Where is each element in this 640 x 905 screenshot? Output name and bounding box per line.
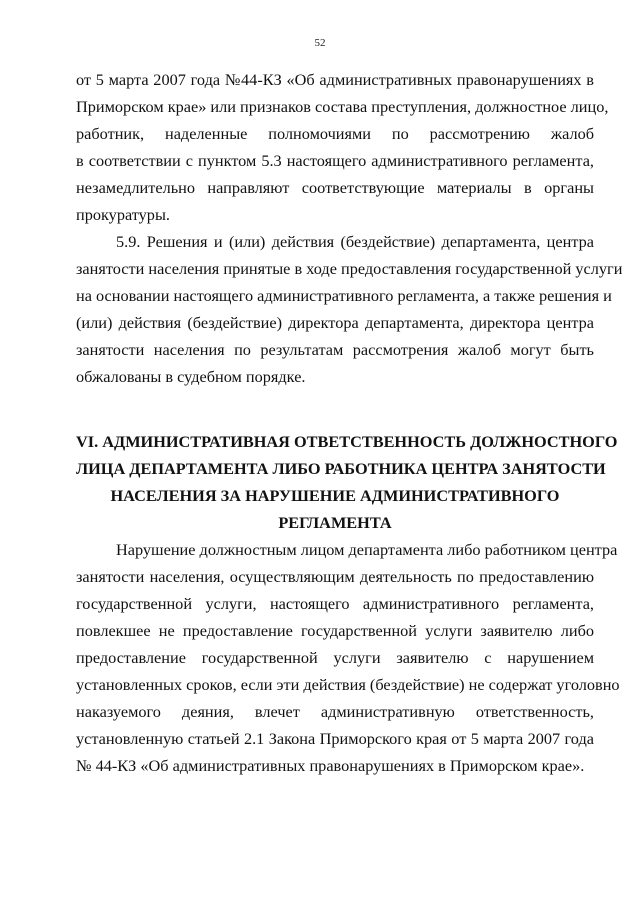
text-line: работник, наделенные полномочиями по рассмотрению жалоб bbox=[76, 124, 594, 143]
text-line: обжалованы в судебном порядке. bbox=[76, 367, 306, 386]
text-line: установленных сроков, если эти действия (бездействие) не содержат уголовно bbox=[76, 675, 620, 694]
heading-line: РЕГЛАМЕНТА bbox=[278, 513, 392, 532]
section-heading bbox=[76, 428, 618, 536]
text-line: Нарушение должностным лицом департамента либо работником центра bbox=[116, 540, 618, 559]
paragraph-continuation bbox=[76, 66, 609, 228]
text-line: занятости населения принятые в ходе предоставления государственной услуги bbox=[76, 259, 623, 278]
text-line: № 44-КЗ «Об административных правонарушениях в Приморском крае». bbox=[76, 756, 585, 775]
paragraph-5-9 bbox=[76, 228, 623, 390]
text-line: в соответствии с пунктом 5.3 настоящего административного регламента, bbox=[76, 151, 594, 170]
heading-line: НАСЕЛЕНИЯ ЗА НАРУШЕНИЕ АДМИНИСТРАТИВНОГО bbox=[110, 486, 560, 505]
text-line: занятости населения, осуществляющим деятельность по предоставлению bbox=[76, 567, 594, 586]
heading-line: VI. АДМИНИСТРАТИВНАЯ ОТВЕТСТВЕННОСТЬ ДОЛЖНОСТНОГО bbox=[76, 432, 618, 451]
text-line: на основании настоящего административного регламента, а также решения и bbox=[76, 286, 612, 305]
page-number: 52 bbox=[314, 37, 326, 49]
text-line: (или) действия (бездействие) директора департамента, директора центра bbox=[76, 313, 594, 332]
text-line: наказуемого деяния, влечет административную ответственность, bbox=[76, 702, 594, 721]
paragraph-violation bbox=[76, 536, 620, 779]
heading-line: ЛИЦА ДЕПАРТАМЕНТА ЛИБО РАБОТНИКА ЦЕНТРА ЗАНЯТОСТИ bbox=[76, 459, 606, 478]
text-line: установленную статьей 2.1 Закона Приморского края от 5 марта 2007 года bbox=[76, 729, 594, 748]
text-line: 5.9. Решения и (или) действия (бездействие) департамента, центра bbox=[116, 232, 594, 251]
spacer bbox=[76, 390, 594, 417]
text-line: Приморском крае» или признаков состава преступления, должностное лицо, bbox=[76, 97, 609, 116]
text-line: повлекшее не предоставление государственной услуги заявителю либо bbox=[76, 621, 594, 640]
text-line: занятости населения по результатам рассмотрения жалоб могут быть bbox=[76, 340, 594, 359]
text-line: от 5 марта 2007 года №44-КЗ «Об административных правонарушениях в bbox=[76, 70, 594, 89]
text-line: незамедлительно направляют соответствующие материалы в органы bbox=[76, 178, 594, 197]
text-line: государственной услуги, настоящего административного регламента, bbox=[76, 594, 594, 613]
text-line: прокуратуры. bbox=[76, 205, 170, 224]
document-body bbox=[76, 66, 623, 779]
text-line: предоставление государственной услуги заявителю с нарушением bbox=[76, 648, 594, 667]
